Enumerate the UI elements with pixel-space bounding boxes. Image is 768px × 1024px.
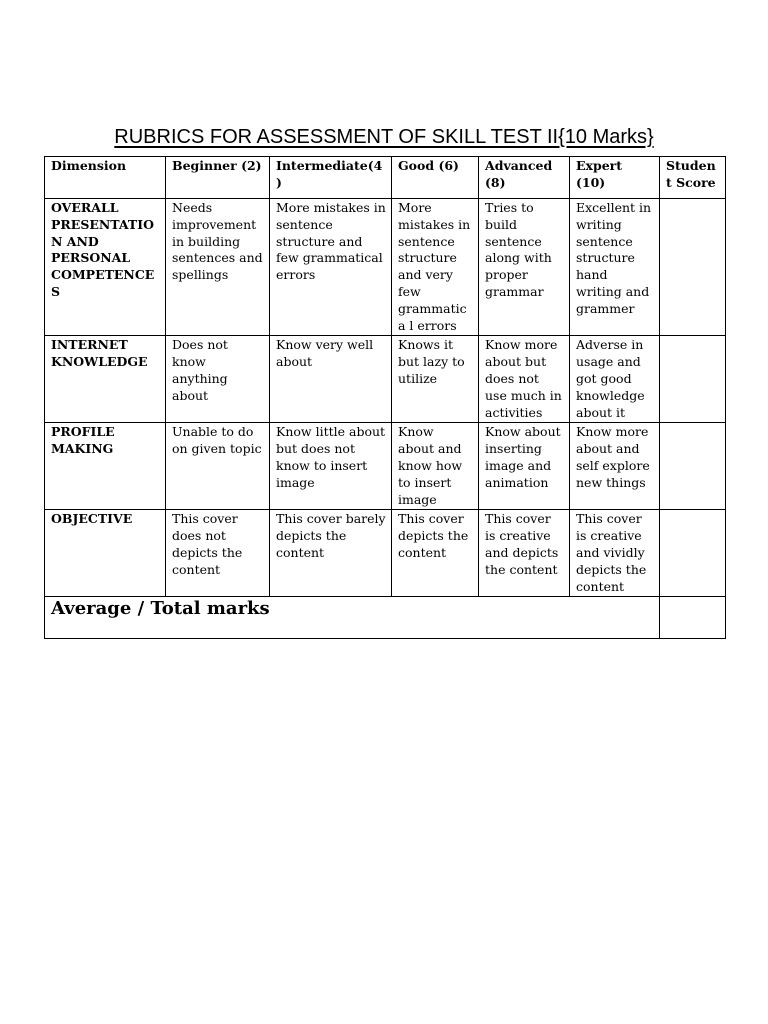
table-row [45,199,726,336]
dimension-cell: OVERALL PRESENTATION AND PERSONAL COMPETENCES [45,199,166,336]
expert-cell: This cover is creative and vividly depicts the content [570,510,660,597]
intermediate-cell: Know little about but does not know to insert image [270,423,392,510]
dimension-cell: INTERNET KNOWLEDGE [45,336,166,423]
intermediate-cell: More mistakes in sentence structure and few grammatical errors [270,199,392,336]
header-good: Good (6) [392,157,479,199]
good-cell: This cover depicts the content [392,510,479,597]
page-title: RUBRICS FOR ASSESSMENT OF SKILL TEST II{10 Marks} [114,126,654,148]
header-intermediate: Intermediate(4) [270,157,392,199]
good-cell: Knows it but lazy to utilize [392,336,479,423]
student-score-cell[interactable] [660,510,726,597]
advanced-cell: This cover is creative and depicts the content [479,510,570,597]
header-advanced: Advanced (8) [479,157,570,199]
header-dimension: Dimension [45,157,166,199]
intermediate-cell: Know very well about [270,336,392,423]
header-row [45,157,726,199]
average-total-label: Average / Total marks [45,597,660,639]
beginner-cell: Unable to do on given topic [166,423,270,510]
total-score-cell[interactable] [660,597,726,639]
table-row [45,336,726,423]
expert-cell: Know more about and self explore new things [570,423,660,510]
dimension-cell: OBJECTIVE [45,510,166,597]
advanced-cell: Know about inserting image and animation [479,423,570,510]
good-cell: More mistakes in sentence structure and very few grammatica l errors [392,199,479,336]
student-score-cell[interactable] [660,423,726,510]
beginner-cell: This cover does not depicts the content [166,510,270,597]
student-score-cell[interactable] [660,336,726,423]
header-expert: Expert (10) [570,157,660,199]
good-cell: Know about and know how to insert image [392,423,479,510]
dimension-cell: PROFILE MAKING [45,423,166,510]
rubric-table [44,156,726,639]
expert-cell: Adverse in usage and got good knowledge about it [570,336,660,423]
expert-cell: Excellent in writing sentence structure hand writing and grammer [570,199,660,336]
table-row [45,423,726,510]
header-student-score: Student Score [660,157,726,199]
total-row [45,597,726,639]
student-score-cell[interactable] [660,199,726,336]
advanced-cell: Know more about but does not use much in activities [479,336,570,423]
header-beginner: Beginner (2) [166,157,270,199]
table-row [45,510,726,597]
beginner-cell: Does not know anything about [166,336,270,423]
intermediate-cell: This cover barely depicts the content [270,510,392,597]
advanced-cell: Tries to build sentence along with proper grammar [479,199,570,336]
beginner-cell: Needs improvement in building sentences and spellings [166,199,270,336]
